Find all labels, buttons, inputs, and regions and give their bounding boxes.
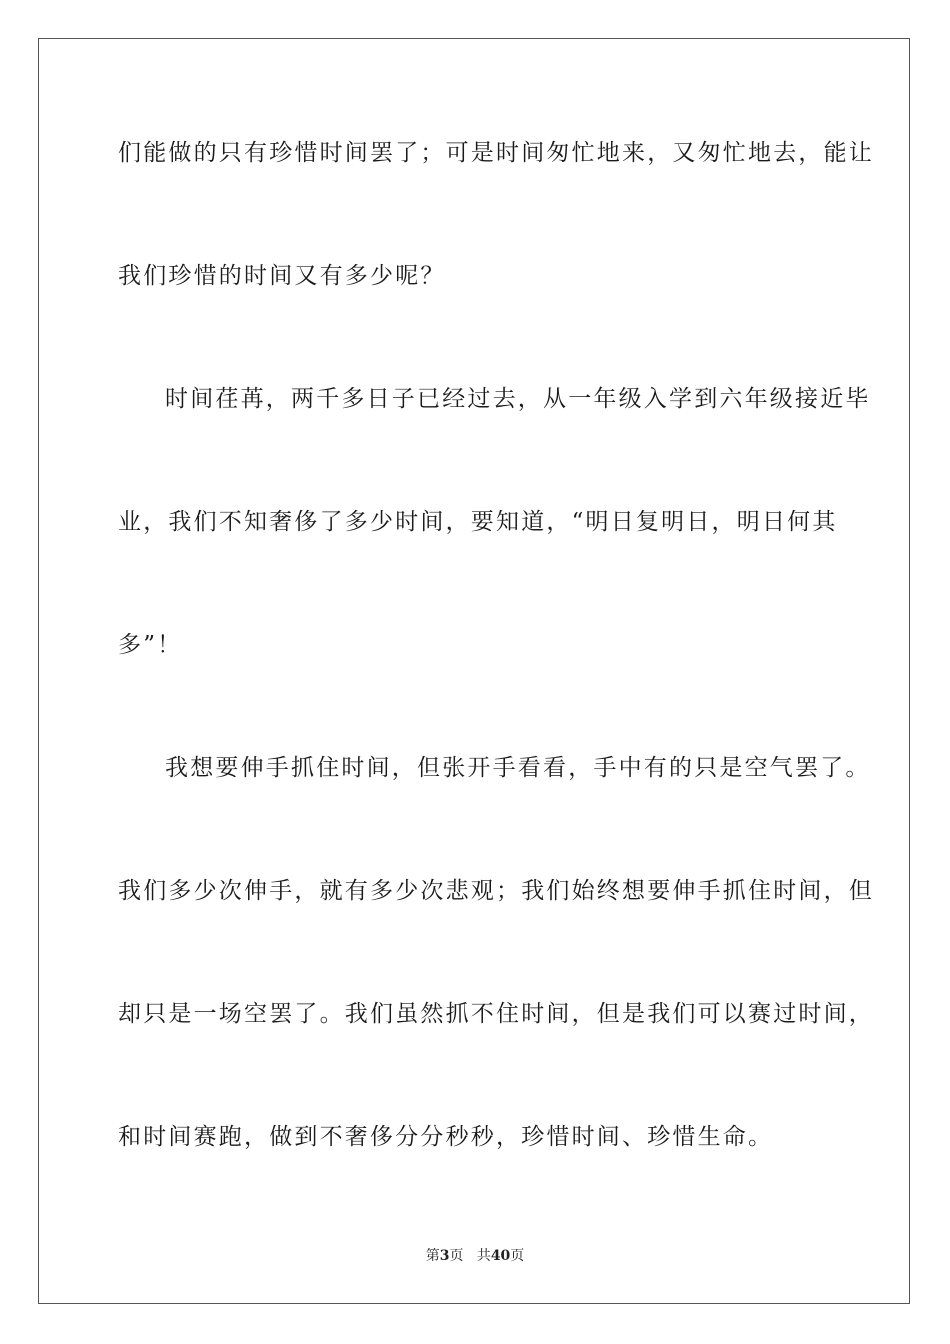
body-line-5: 多”！ [118, 632, 183, 658]
total-prefix: 共 [476, 1248, 491, 1264]
total-pages: 40 [490, 1248, 511, 1264]
body-line-9: 和时间赛跑，做到不奢侈分分秒秒，珍惜时间、珍惜生命。 [118, 1124, 774, 1150]
page-number: 3 [439, 1248, 450, 1264]
body-line-7: 我们多少次伸手，就有多少次悲观；我们始终想要伸手抓住时间，但 [118, 878, 874, 904]
body-line-1: 们能做的只有珍惜时间罢了；可是时间匆忙地来，又匆忙地去，能让 [118, 140, 874, 166]
body-line-6: 我想要伸手抓住时间，但张开手看看，手中有的只是空气罢了。 [165, 755, 871, 781]
body-line-3: 时间荏苒，两千多日子已经过去，从一年级入学到六年级接近毕 [165, 386, 871, 412]
body-line-2: 我们珍惜的时间又有多少呢？ [118, 263, 446, 289]
page-suffix: 页 [449, 1248, 464, 1264]
body-line-8: 却只是一场空罢了。我们虽然抓不住时间，但是我们可以赛过时间， [118, 1001, 874, 1027]
page-border [38, 38, 910, 1304]
page-prefix: 第 [425, 1248, 440, 1264]
page-footer [0, 1247, 950, 1265]
body-line-4: 业，我们不知奢侈了多少时间，要知道，“明日复明日，明日何其 [118, 509, 838, 535]
total-suffix: 页 [510, 1248, 525, 1264]
